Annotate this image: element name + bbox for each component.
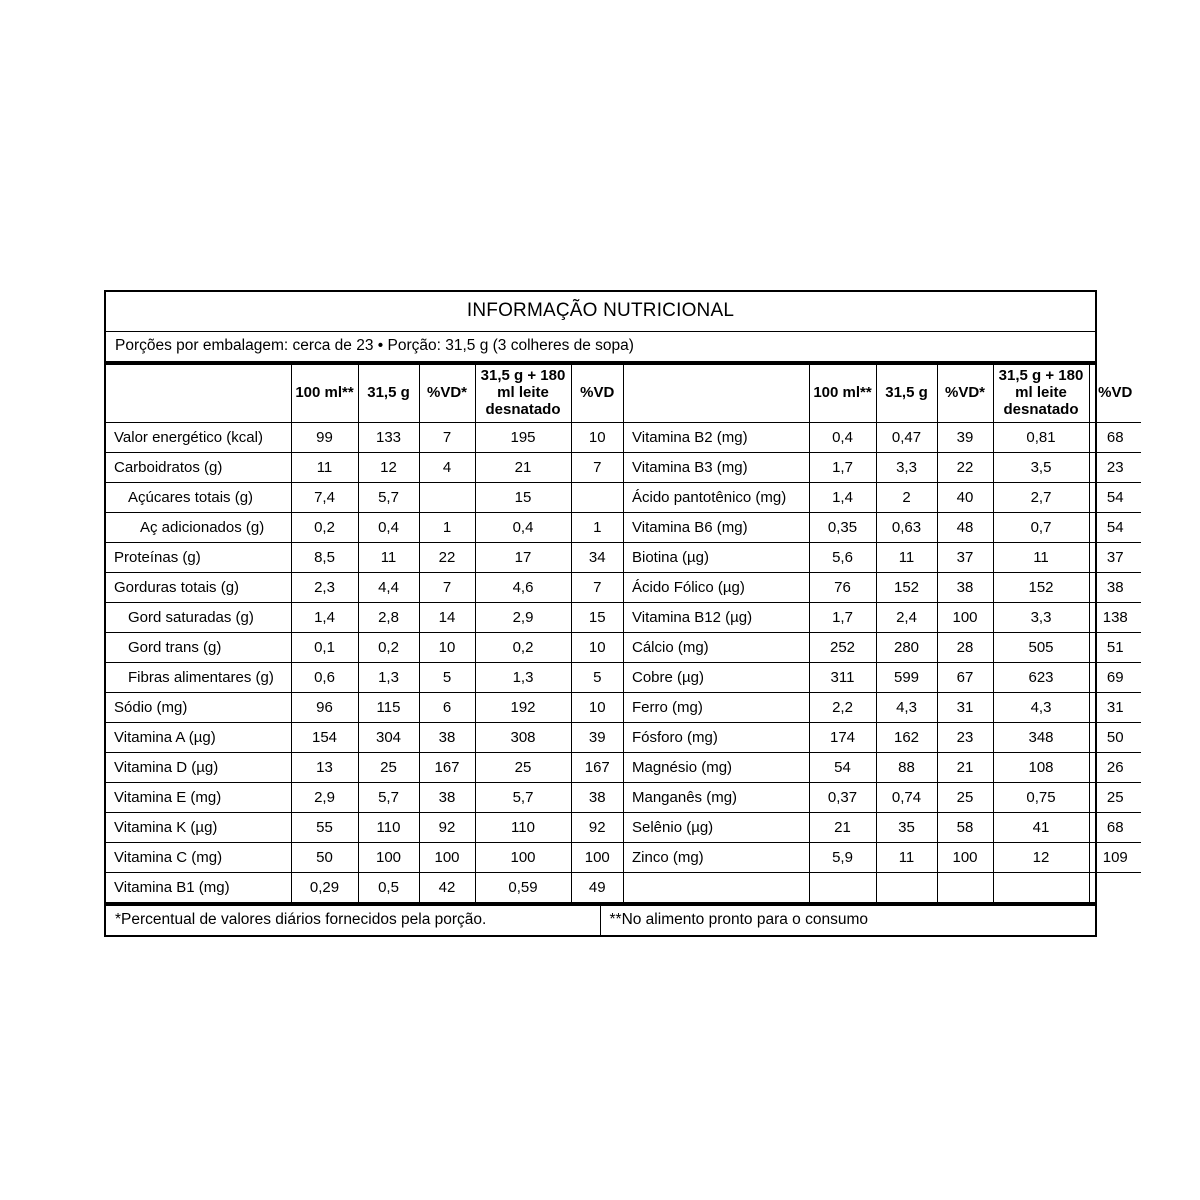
footnotes bbox=[106, 906, 1095, 935]
nutrition-table-right bbox=[624, 365, 1141, 902]
header-per-100ml: 100 ml** bbox=[809, 365, 876, 423]
header-vd-with-milk: %VD bbox=[571, 365, 623, 423]
value-vd-with-milk: 50 bbox=[1089, 723, 1141, 753]
value-per-portion: 100 bbox=[358, 843, 419, 873]
value-per-100ml: 1,7 bbox=[809, 603, 876, 633]
value-vd-with-milk: 54 bbox=[1089, 513, 1141, 543]
value-per-100ml: 55 bbox=[291, 813, 358, 843]
table-row bbox=[624, 633, 1141, 663]
nutrient-name: Magnésio (mg) bbox=[624, 753, 809, 783]
value-vd-portion: 7 bbox=[419, 573, 475, 603]
value-with-milk: 0,81 bbox=[993, 423, 1089, 453]
nutrient-name: Vitamina B6 (mg) bbox=[624, 513, 809, 543]
table-row bbox=[624, 813, 1141, 843]
value-per-portion: 152 bbox=[876, 573, 937, 603]
value-with-milk: 195 bbox=[475, 423, 571, 453]
value-vd-with-milk: 92 bbox=[571, 813, 623, 843]
table-body-right bbox=[624, 423, 1141, 903]
value-per-portion: 5,7 bbox=[358, 483, 419, 513]
value-vd-portion: 7 bbox=[419, 423, 475, 453]
value-per-portion: 2,8 bbox=[358, 603, 419, 633]
value-vd-with-milk: 138 bbox=[1089, 603, 1141, 633]
header-nutrient bbox=[106, 365, 291, 423]
value-with-milk: 308 bbox=[475, 723, 571, 753]
value-vd-with-milk: 10 bbox=[571, 693, 623, 723]
table-row bbox=[624, 483, 1141, 513]
value-with-milk: 21 bbox=[475, 453, 571, 483]
nutrition-tables bbox=[106, 365, 1133, 902]
footnote-ready-to-eat: **No alimento pronto para o consumo bbox=[609, 911, 868, 929]
value-vd-with-milk: 10 bbox=[571, 633, 623, 663]
value-vd-portion: 39 bbox=[937, 423, 993, 453]
value-per-portion: 280 bbox=[876, 633, 937, 663]
value-with-milk: 4,6 bbox=[475, 573, 571, 603]
nutrient-name: Valor energético (kcal) bbox=[106, 423, 291, 453]
value-per-100ml: 0,1 bbox=[291, 633, 358, 663]
value-per-portion: 115 bbox=[358, 693, 419, 723]
value-vd-with-milk: 39 bbox=[571, 723, 623, 753]
value-vd-with-milk: 10 bbox=[571, 423, 623, 453]
value-vd-portion: 100 bbox=[419, 843, 475, 873]
value-per-100ml: 0,37 bbox=[809, 783, 876, 813]
value-vd-portion: 4 bbox=[419, 453, 475, 483]
value-per-portion: 88 bbox=[876, 753, 937, 783]
nutrient-name: Vitamina E (mg) bbox=[106, 783, 291, 813]
table-row bbox=[106, 543, 623, 573]
value-per-100ml: 1,7 bbox=[809, 453, 876, 483]
value-per-100ml: 2,3 bbox=[291, 573, 358, 603]
value-vd-with-milk: 25 bbox=[1089, 783, 1141, 813]
value-vd-portion: 10 bbox=[419, 633, 475, 663]
table-header-right bbox=[624, 365, 1141, 423]
header-per-portion: 31,5 g bbox=[876, 365, 937, 423]
value-with-milk: 4,3 bbox=[993, 693, 1089, 723]
value-vd-with-milk: 5 bbox=[571, 663, 623, 693]
value-vd-with-milk: 23 bbox=[1089, 453, 1141, 483]
nutrient-name: Aç adicionados (g) bbox=[106, 513, 291, 543]
value-vd-with-milk: 51 bbox=[1089, 633, 1141, 663]
footnote-vd: *Percentual de valores diários fornecidos pela porção. bbox=[106, 906, 601, 935]
value-per-portion: 5,7 bbox=[358, 783, 419, 813]
value-vd-with-milk: 15 bbox=[571, 603, 623, 633]
nutrient-name: Zinco (mg) bbox=[624, 843, 809, 873]
value-vd-portion: 14 bbox=[419, 603, 475, 633]
value-with-milk: 5,7 bbox=[475, 783, 571, 813]
nutrient-name: Carboidratos (g) bbox=[106, 453, 291, 483]
table-row bbox=[106, 423, 623, 453]
value-with-milk: 0,7 bbox=[993, 513, 1089, 543]
value-with-milk: 348 bbox=[993, 723, 1089, 753]
table-row bbox=[106, 843, 623, 873]
empty-cell bbox=[937, 873, 993, 903]
value-per-100ml: 54 bbox=[809, 753, 876, 783]
nutrient-name: Selênio (µg) bbox=[624, 813, 809, 843]
table-row bbox=[624, 753, 1141, 783]
value-with-milk: 41 bbox=[993, 813, 1089, 843]
value-vd-with-milk: 100 bbox=[571, 843, 623, 873]
value-vd-portion: 42 bbox=[419, 873, 475, 903]
value-per-100ml: 311 bbox=[809, 663, 876, 693]
value-vd-portion: 92 bbox=[419, 813, 475, 843]
nutrient-name: Fósforo (mg) bbox=[624, 723, 809, 753]
table-row bbox=[106, 633, 623, 663]
table-row bbox=[624, 693, 1141, 723]
value-vd-with-milk: 34 bbox=[571, 543, 623, 573]
value-vd-with-milk: 7 bbox=[571, 453, 623, 483]
value-per-portion: 11 bbox=[876, 543, 937, 573]
value-per-portion: 162 bbox=[876, 723, 937, 753]
table-header-row bbox=[624, 365, 1141, 423]
value-vd-with-milk: 49 bbox=[588, 879, 606, 897]
nutrient-name: Sódio (mg) bbox=[106, 693, 291, 723]
page-title: INFORMAÇÃO NUTRICIONAL bbox=[466, 300, 735, 321]
table-row bbox=[624, 603, 1141, 633]
value-with-milk: 15 bbox=[475, 483, 571, 513]
value-vd-with-milk: 54 bbox=[1089, 483, 1141, 513]
value-per-portion: 0,2 bbox=[358, 633, 419, 663]
value-per-100ml: 174 bbox=[809, 723, 876, 753]
table-row bbox=[624, 513, 1141, 543]
empty-cell bbox=[876, 873, 937, 903]
table-row bbox=[624, 573, 1141, 603]
table-header-left bbox=[106, 365, 623, 423]
value-per-100ml: 2,9 bbox=[291, 783, 358, 813]
value-vd-portion: 167 bbox=[419, 753, 475, 783]
value-vd-portion: 25 bbox=[937, 783, 993, 813]
table-body-left bbox=[106, 423, 623, 903]
value-vd-portion: 38 bbox=[419, 723, 475, 753]
value-per-100ml: 7,4 bbox=[291, 483, 358, 513]
nutrient-name: Gord trans (g) bbox=[106, 633, 291, 663]
empty-cell bbox=[624, 873, 809, 903]
value-per-100ml: 5,6 bbox=[809, 543, 876, 573]
nutrition-table-left-panel bbox=[106, 365, 624, 902]
value-per-portion: 2 bbox=[876, 483, 937, 513]
table-row bbox=[106, 753, 623, 783]
value-vd-portion: 48 bbox=[937, 513, 993, 543]
table-row bbox=[106, 723, 623, 753]
value-with-milk: 152 bbox=[993, 573, 1089, 603]
value-vd-with-milk: 69 bbox=[1089, 663, 1141, 693]
value-with-milk: 0,2 bbox=[475, 633, 571, 663]
value-per-100ml: 0,6 bbox=[291, 663, 358, 693]
table-row bbox=[106, 693, 623, 723]
value-per-portion: 0,63 bbox=[876, 513, 937, 543]
value-with-milk: 505 bbox=[993, 633, 1089, 663]
nutrition-table-right-panel bbox=[624, 365, 1141, 902]
value-per-portion: 0,47 bbox=[876, 423, 937, 453]
nutrient-name: Biotina (µg) bbox=[624, 543, 809, 573]
value-per-portion: 12 bbox=[358, 453, 419, 483]
value-per-100ml: 21 bbox=[809, 813, 876, 843]
table-row bbox=[624, 663, 1141, 693]
value-vd-portion: 22 bbox=[937, 453, 993, 483]
table-row bbox=[624, 783, 1141, 813]
value-per-portion: 35 bbox=[876, 813, 937, 843]
table-row bbox=[106, 513, 623, 543]
value-with-milk: 3,3 bbox=[993, 603, 1089, 633]
value-per-portion: 0,74 bbox=[876, 783, 937, 813]
portions-line: Porções por embalagem: cerca de 23 • Porção: 31,5 g (3 colheres de sopa) bbox=[115, 337, 634, 354]
nutrient-name: Manganês (mg) bbox=[624, 783, 809, 813]
header-per-100ml: 100 ml** bbox=[291, 365, 358, 423]
value-with-milk: 108 bbox=[993, 753, 1089, 783]
value-vd-portion: 31 bbox=[937, 693, 993, 723]
value-vd-portion: 1 bbox=[419, 513, 475, 543]
value-vd-portion: 37 bbox=[937, 543, 993, 573]
header-nutrient bbox=[624, 365, 809, 423]
nutrient-name: Açúcares totais (g) bbox=[106, 483, 291, 513]
table-row bbox=[106, 573, 623, 603]
value-vd-with-milk: 1 bbox=[571, 513, 623, 543]
table-row bbox=[106, 873, 623, 903]
value-per-100ml: 252 bbox=[809, 633, 876, 663]
table-row bbox=[106, 453, 623, 483]
value-per-100ml: 96 bbox=[291, 693, 358, 723]
value-per-portion: 599 bbox=[876, 663, 937, 693]
table-row bbox=[106, 603, 623, 633]
value-with-milk: 623 bbox=[993, 663, 1089, 693]
nutrient-name: Gord saturadas (g) bbox=[106, 603, 291, 633]
value-with-milk: 110 bbox=[475, 813, 571, 843]
nutrient-name: Gorduras totais (g) bbox=[106, 573, 291, 603]
nutrient-name: Vitamina D (µg) bbox=[106, 753, 291, 783]
value-vd-portion: 67 bbox=[937, 663, 993, 693]
table-row bbox=[624, 543, 1141, 573]
value-per-portion: 4,4 bbox=[358, 573, 419, 603]
value-vd-with-milk: 167 bbox=[571, 753, 623, 783]
value-vd-portion: 22 bbox=[419, 543, 475, 573]
value-with-milk: 2,7 bbox=[993, 483, 1089, 513]
value-vd-with-milk: 68 bbox=[1089, 813, 1141, 843]
table-row bbox=[624, 453, 1141, 483]
value-per-portion: 4,3 bbox=[876, 693, 937, 723]
header-with-milk: 31,5 g + 180 ml leite desnatado bbox=[475, 365, 571, 423]
value-per-portion: 2,4 bbox=[876, 603, 937, 633]
nutrient-name: Fibras alimentares (g) bbox=[106, 663, 291, 693]
value-vd-with-milk: 31 bbox=[1089, 693, 1141, 723]
value-with-milk: 100 bbox=[475, 843, 571, 873]
nutrient-name: Vitamina A (µg) bbox=[106, 723, 291, 753]
nutrient-name: Vitamina B1 (mg) bbox=[106, 873, 291, 903]
value-vd-portion: 38 bbox=[937, 573, 993, 603]
empty-cell bbox=[809, 873, 876, 903]
value-with-milk: 3,5 bbox=[993, 453, 1089, 483]
value-vd-portion: 58 bbox=[937, 813, 993, 843]
nutrient-name: Ferro (mg) bbox=[624, 693, 809, 723]
value-per-portion: 11 bbox=[876, 843, 937, 873]
value-per-100ml: 8,5 bbox=[291, 543, 358, 573]
value-vd-with-milk: 68 bbox=[1089, 423, 1141, 453]
nutrient-name: Cobre (µg) bbox=[624, 663, 809, 693]
value-vd-with-milk bbox=[571, 483, 623, 513]
value-vd-portion: 21 bbox=[937, 753, 993, 783]
nutrient-name: Ácido Fólico (µg) bbox=[624, 573, 809, 603]
value-vd-with-milk: 7 bbox=[571, 573, 623, 603]
value-vd-with-milk: 109 bbox=[1089, 843, 1141, 873]
value-vd-with-milk: 37 bbox=[1089, 543, 1141, 573]
nutrient-name: Ácido pantotênico (mg) bbox=[624, 483, 809, 513]
value-per-100ml: 11 bbox=[291, 453, 358, 483]
value-per-portion: 1,3 bbox=[358, 663, 419, 693]
nutrient-name: Vitamina B3 (mg) bbox=[624, 453, 809, 483]
value-with-milk: 0,75 bbox=[993, 783, 1089, 813]
value-with-milk: 0,59 bbox=[475, 873, 571, 903]
value-per-100ml: 154 bbox=[291, 723, 358, 753]
nutrient-name: Vitamina B2 (mg) bbox=[624, 423, 809, 453]
table-row bbox=[106, 813, 623, 843]
table-row bbox=[624, 723, 1141, 753]
value-per-100ml: 0,29 bbox=[291, 873, 358, 903]
table-row bbox=[106, 783, 623, 813]
value-vd-portion bbox=[419, 483, 475, 513]
nutrient-name: Cálcio (mg) bbox=[624, 633, 809, 663]
value-per-100ml: 1,4 bbox=[809, 483, 876, 513]
value-per-portion: 304 bbox=[358, 723, 419, 753]
value-vd-portion: 6 bbox=[419, 693, 475, 723]
header-vd-with-milk: %VD bbox=[1089, 365, 1141, 423]
value-with-milk: 12 bbox=[993, 843, 1089, 873]
table-row bbox=[624, 423, 1141, 453]
value-per-portion: 25 bbox=[358, 753, 419, 783]
value-vd-with-milk: 26 bbox=[1089, 753, 1141, 783]
empty-cell bbox=[1089, 873, 1141, 903]
value-per-100ml: 13 bbox=[291, 753, 358, 783]
value-with-milk: 25 bbox=[475, 753, 571, 783]
header-per-portion: 31,5 g bbox=[358, 365, 419, 423]
value-per-100ml: 5,9 bbox=[809, 843, 876, 873]
value-vd-portion: 5 bbox=[419, 663, 475, 693]
value-per-portion: 110 bbox=[358, 813, 419, 843]
value-per-portion: 3,3 bbox=[876, 453, 937, 483]
value-per-100ml: 0,4 bbox=[809, 423, 876, 453]
value-with-milk: 2,9 bbox=[475, 603, 571, 633]
header-vd-portion: %VD* bbox=[419, 365, 475, 423]
table-row bbox=[624, 843, 1141, 873]
value-vd-portion: 23 bbox=[937, 723, 993, 753]
value-per-100ml: 0,35 bbox=[809, 513, 876, 543]
table-row bbox=[106, 663, 623, 693]
value-per-portion: 0,5 bbox=[358, 873, 419, 903]
value-with-milk: 1,3 bbox=[475, 663, 571, 693]
header-with-milk: 31,5 g + 180 ml leite desnatado bbox=[993, 365, 1089, 423]
header-vd-portion: %VD* bbox=[937, 365, 993, 423]
value-vd-portion: 38 bbox=[419, 783, 475, 813]
value-with-milk: 17 bbox=[475, 543, 571, 573]
nutrient-name: Proteínas (g) bbox=[106, 543, 291, 573]
value-per-100ml: 76 bbox=[809, 573, 876, 603]
table-header-row bbox=[106, 365, 623, 423]
table-row bbox=[106, 483, 623, 513]
empty-cell bbox=[993, 873, 1089, 903]
value-with-milk: 11 bbox=[993, 543, 1089, 573]
nutrition-facts-panel bbox=[104, 290, 1133, 937]
value-vd-portion: 100 bbox=[937, 843, 993, 873]
nutrient-name: Vitamina K (µg) bbox=[106, 813, 291, 843]
nutrient-name: Vitamina C (mg) bbox=[106, 843, 291, 873]
table-row-spacer bbox=[624, 873, 1141, 903]
value-vd-portion: 28 bbox=[937, 633, 993, 663]
value-vd-portion: 40 bbox=[937, 483, 993, 513]
value-per-100ml: 0,2 bbox=[291, 513, 358, 543]
value-per-portion: 11 bbox=[358, 543, 419, 573]
value-per-portion: 133 bbox=[358, 423, 419, 453]
value-vd-portion: 100 bbox=[937, 603, 993, 633]
nutrition-table-left bbox=[106, 365, 623, 902]
value-vd-with-milk: 38 bbox=[1089, 573, 1141, 603]
nutrient-name: Vitamina B12 (µg) bbox=[624, 603, 809, 633]
value-per-100ml: 99 bbox=[291, 423, 358, 453]
value-with-milk: 192 bbox=[475, 693, 571, 723]
value-per-100ml: 50 bbox=[291, 843, 358, 873]
value-per-100ml: 2,2 bbox=[809, 693, 876, 723]
value-per-100ml: 1,4 bbox=[291, 603, 358, 633]
value-with-milk: 0,4 bbox=[475, 513, 571, 543]
value-per-portion: 0,4 bbox=[358, 513, 419, 543]
value-vd-with-milk: 38 bbox=[571, 783, 623, 813]
